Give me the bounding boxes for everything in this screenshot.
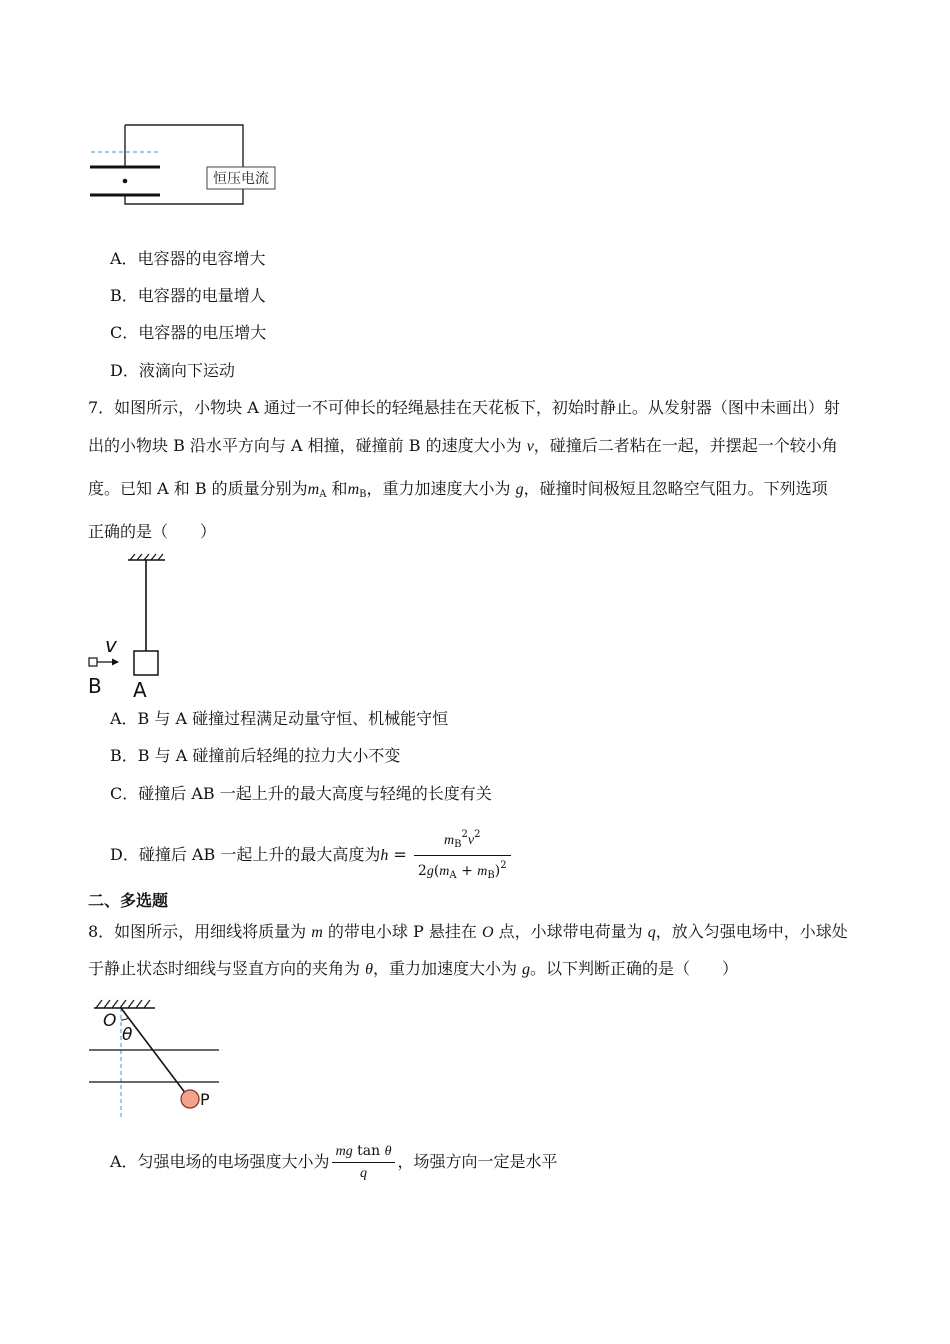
q7-text-line-2 — [88, 436, 838, 457]
q8-option-a[interactable] — [110, 1138, 557, 1186]
q7-text: 度。已知 A 和 B 的质量分别为 — [88, 479, 308, 498]
velocity-symbol: v — [526, 438, 534, 455]
ball-p-label: P — [200, 1090, 210, 1109]
fraction-numerator: mg tan θ — [332, 1142, 396, 1163]
q8-text: 。以下判断正确的是（ ） — [530, 959, 739, 978]
mass-symbol: m — [307, 481, 320, 498]
angle-arc — [121, 1018, 128, 1020]
q8-text: 的带电小球 P 悬挂在 — [322, 922, 482, 941]
q6-option-d[interactable]: D．液滴向下运动 — [110, 361, 235, 380]
fraction-denominator: q — [360, 1166, 368, 1181]
q7-option-c[interactable]: C．碰撞后 AB 一起上升的最大高度与轻绳的长度有关 — [110, 784, 492, 803]
q6-option-c[interactable]: C．电容器的电压增大 — [110, 323, 267, 342]
block-a-label: A — [133, 678, 147, 701]
q7-option-b[interactable]: B．B 与 A 碰撞前后轻绳的拉力大小不变 — [110, 746, 401, 765]
q8-text: 于静止状态时细线与竖直方向的夹角为 — [88, 959, 366, 978]
q8-text: ，放入匀强电场中，小球处 — [655, 922, 848, 941]
block-a — [134, 651, 158, 675]
power-source-label: 恒压电流 — [213, 171, 269, 187]
section-heading-multiple-choice: 二、多选题 — [88, 891, 169, 910]
fraction-numerator: $m_B^2v^2$ — [414, 826, 511, 856]
charged-ball-p — [181, 1090, 199, 1108]
q7-option-a[interactable]: A．B 与 A 碰撞过程满足动量守恒、机械能守恒 — [110, 709, 449, 728]
q7-text-line-4: 正确的是（ ） — [88, 522, 217, 541]
velocity-label: v — [105, 633, 117, 657]
arrow-head — [112, 659, 119, 666]
mass-symbol: m — [347, 481, 360, 498]
mass-symbol: m — [311, 924, 323, 941]
q7-text: ，碰撞后二者粘在一起，并摆起一个较小角 — [533, 436, 838, 455]
q7-option-d[interactable] — [110, 826, 513, 885]
q8-option-a-text: A．匀强电场的电场强度大小为 — [110, 1152, 330, 1171]
q8-text: 8．如图所示，用细线将质量为 — [88, 922, 312, 941]
max-height-fraction — [414, 826, 511, 885]
q8-text: ，重力加速度大小为 — [372, 959, 523, 978]
subscript-a: A — [319, 489, 327, 500]
thin-thread — [121, 1008, 186, 1094]
pendulum-collision-figure — [85, 551, 185, 701]
q7-text: ，碰撞时间极短且忽略空气阻力。下列选项 — [523, 479, 828, 498]
oil-droplet — [123, 179, 128, 184]
capacitor-circuit-figure — [85, 118, 285, 210]
theta-symbol: θ — [365, 961, 373, 978]
ceiling-hatch — [130, 554, 163, 560]
gravity-symbol: g — [522, 961, 531, 978]
charged-pendulum-figure — [85, 990, 230, 1120]
q8-text: 点，小球带电荷量为 — [493, 922, 648, 941]
q8-text-line-1 — [88, 922, 848, 943]
height-symbol: h — [380, 847, 389, 864]
subscript-b: B — [359, 489, 367, 500]
field-strength-fraction — [332, 1142, 396, 1183]
q8-option-a-tail: ，场强方向一定是水平 — [397, 1152, 558, 1171]
q6-option-b[interactable]: B．电容器的电量增人 — [110, 286, 266, 305]
point-o-label: O — [103, 1011, 117, 1031]
q7-text: 和 — [326, 479, 348, 498]
q7-text-line-1: 7．如图所示，小物块 A 通过一不可伸长的轻绳悬挂在天花板下，初始时静止。从发射器（图中未画出）射 — [88, 398, 840, 417]
q7-text-line-3 — [88, 479, 828, 505]
q8-text-line-2 — [88, 959, 738, 980]
block-b — [89, 658, 97, 666]
charge-symbol: q — [647, 924, 656, 941]
point-o-symbol: O — [481, 924, 494, 941]
theta-label: θ — [122, 1025, 133, 1045]
equals-sign: = — [388, 845, 412, 864]
gravity-symbol: g — [515, 481, 524, 498]
q6-option-a[interactable]: A．电容器的电容增大 — [110, 249, 266, 268]
fraction-denominator: $2g(m_A + m_B)^2$ — [417, 860, 507, 881]
q7-text: 出的小物块 B 沿水平方向与 A 相撞，碰撞前 B 的速度大小为 — [88, 436, 527, 455]
q7-text: ，重力加速度大小为 — [366, 479, 516, 498]
ceiling-hatch — [96, 1000, 150, 1008]
block-b-label: B — [88, 674, 102, 698]
q7-option-d-text: D．碰撞后 AB 一起上升的最大高度为 — [110, 845, 381, 864]
